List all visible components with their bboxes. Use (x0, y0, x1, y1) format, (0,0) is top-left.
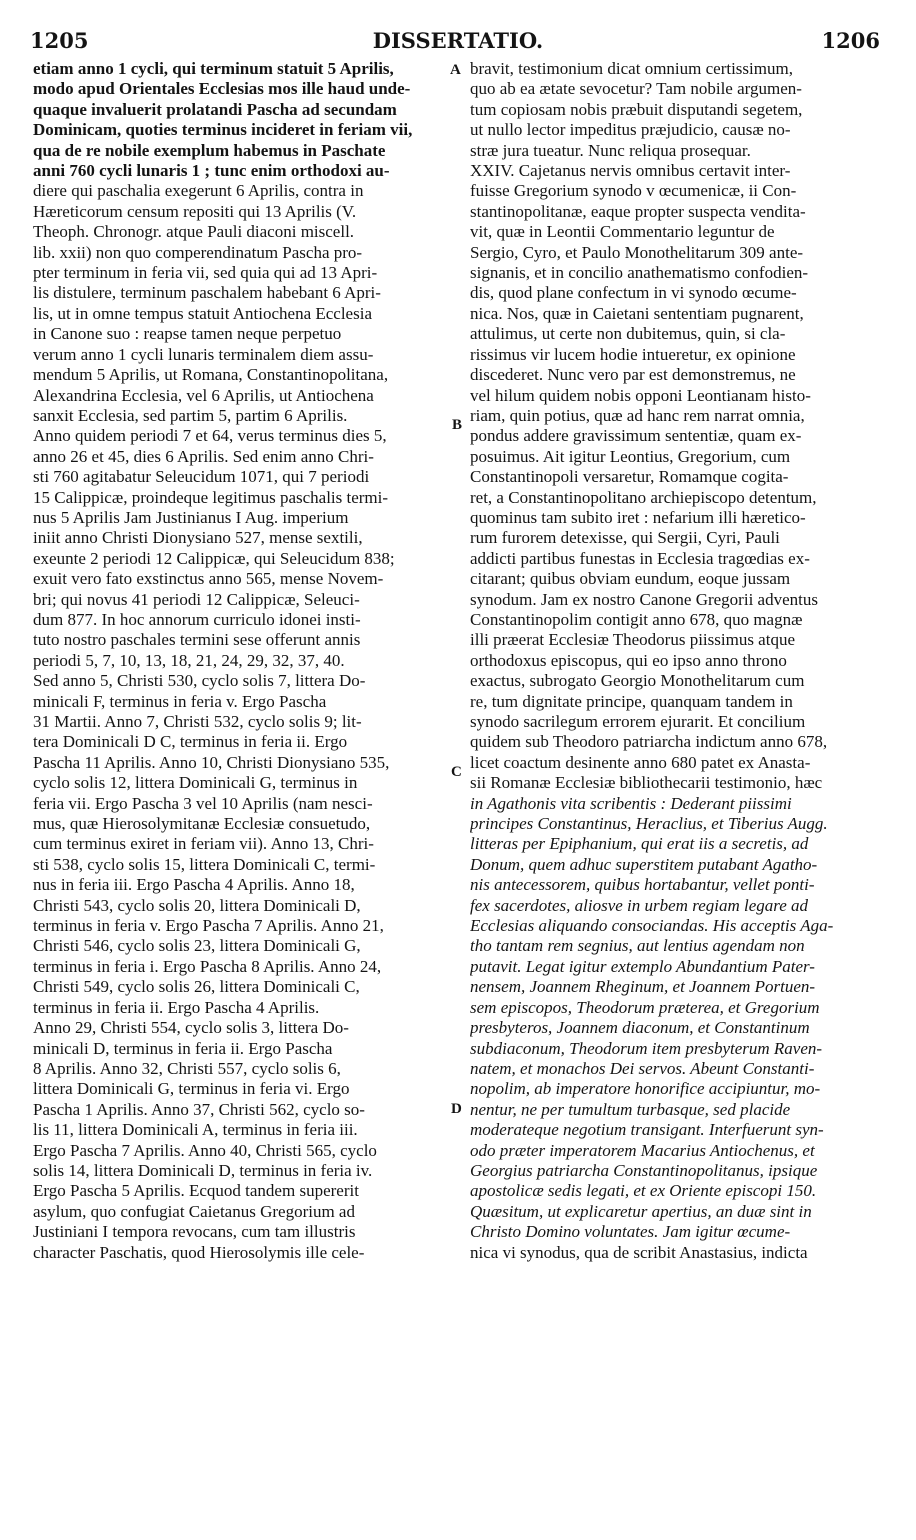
right-column-line: nis antecessorem, quibus hortabantur, vellet ponti- (470, 875, 815, 895)
left-column-line: sti 538, cyclo solis 15, littera Dominicali C, termi- (33, 854, 376, 874)
left-column-line: Pascha 11 Aprilis. Anno 10, Christi Dionysiano 535, (33, 752, 390, 772)
left-column-line: Ergo Pascha 7 Aprilis. Anno 40, Christi 565, cyclo (33, 1140, 377, 1160)
left-column-line: cum terminus exiret in feriam vii). Anno 13, Chri- (33, 834, 374, 854)
right-column-line: subdiaconum, Theodorum item presbyterum Raven- (470, 1038, 823, 1058)
margin-marker-d: D (451, 1101, 462, 1117)
right-column-line: fuisse Gregorium synodo v œcumenicæ, ii Con- (470, 181, 797, 201)
left-column-line: bri; qui novus 41 periodi 12 Calippicæ, Seleuci- (33, 589, 360, 609)
right-column-line: nentur, ne per tumultum turbasque, sed placide (470, 1099, 791, 1119)
right-column-line: XXIV. Cajetanus nervis omnibus certavit inter- (470, 161, 791, 181)
left-column-line: mus, quæ Hierosolymitanæ Ecclesiæ consuetudo, (33, 814, 371, 834)
left-column-line: lis distulere, terminum paschalem habebant 6 Apri- (33, 283, 381, 303)
right-column-line: licet coactum desinente anno 680 patet ex Anasta- (470, 752, 811, 772)
left-column-line: 15 Calippicæ, proindeque legitimus paschalis termi- (33, 487, 389, 507)
right-column-line: dis, quod plane confectum in vi synodo œcume- (470, 283, 797, 303)
right-column-line: Sergio, Cyro, et Paulo Monothelitarum 309 ante- (470, 242, 804, 262)
right-column-line: quo ab ea ætate sevocetur? Tam nobile argumen- (470, 79, 802, 99)
right-column-line: illi præerat Ecclesiæ Theodorus piissimus atque (470, 630, 795, 650)
right-column (470, 59, 888, 1263)
left-column-line: Christi 543, cyclo solis 20, littera Dominicali D, (33, 895, 361, 915)
left-column-line: minicali F, terminus in feria v. Ergo Pascha (33, 691, 327, 711)
margin-marker-b: B (452, 417, 463, 433)
left-column-line: exuit vero fato exstinctus anno 565, mense Novem- (33, 569, 384, 589)
right-column-line: pondus addere gravissimum sententiæ, quam ex- (470, 426, 802, 446)
left-column-line: character Paschatis, quod Hierosolymis ille cele- (33, 1242, 365, 1262)
right-column-line: in Agathonis vita scribentis : Dederant piissimi (470, 793, 792, 813)
left-column-line: lis 11, littera Dominicali A, terminus in feria iii. (33, 1120, 358, 1140)
left-column-line: asylum, quo confugiat Caietanus Gregorium ad (33, 1201, 355, 1221)
left-column-line: Sed anno 5, Christi 530, cyclo solis 7, littera Do- (33, 671, 366, 691)
left-column-line: terminus in feria v. Ergo Pascha 7 Aprilis. Anno 21, (33, 916, 384, 936)
left-column-line: verum anno 1 cycli lunaris terminalem diem assu- (33, 344, 374, 364)
right-column-line: nica vi synodus, qua de scribit Anastasius, indicta (470, 1242, 808, 1262)
left-column-line: Christi 546, cyclo solis 23, littera Dominicali G, (33, 936, 361, 956)
left-column-line: 8 Aprilis. Anno 32, Christi 557, cyclo solis 6, (33, 1058, 341, 1078)
left-column-line: Christi 549, cyclo solis 26, littera Dominicali C, (33, 977, 360, 997)
left-column-line: Hæreticorum censum repositi qui 13 Aprilis (V. (33, 201, 357, 221)
left-column-line: 31 Martii. Anno 7, Christi 532, cyclo solis 9; lit- (33, 712, 362, 731)
left-column-line: in Canone suo : reapse tamen neque perpetuo (33, 324, 342, 344)
right-column-line: addicti partibus funestas in Ecclesia tragœdias ex- (470, 548, 810, 568)
right-column-line: Constantinopolim contigit anno 678, quo magnæ (470, 609, 803, 629)
left-column-line: Pascha 1 Aprilis. Anno 37, Christi 562, cyclo so- (33, 1099, 365, 1119)
right-column-line: orthodoxus episcopus, qui eo ipso anno throno (470, 650, 787, 670)
left-column-line: Theoph. Chronogr. atque Pauli diaconi miscell. (33, 222, 355, 242)
right-column-line: Constantinopoli versaretur, Romamque cogita- (470, 467, 789, 487)
right-column-line: natem, et monachos Dei servos. Abeunt Constanti- (470, 1058, 815, 1078)
right-column-line: putavit. Legat igitur extemplo Abundantium Pater- (470, 956, 815, 976)
left-column-line: Justiniani I tempora revocans, cum tam illustris (33, 1222, 356, 1242)
left-column-line: solis 14, littera Dominicali D, terminus in feria iv. (33, 1160, 373, 1180)
left-column-line: lis, ut in omne tempus statuit Antiochena Ecclesia (33, 303, 372, 323)
left-column-line: qua de re nobile exemplum habemus in Paschate (33, 140, 386, 160)
left-column-line: mendum 5 Aprilis, ut Romana, Constantinopolitana, (33, 365, 389, 385)
margin-marker-a: A (450, 62, 461, 78)
right-column-line: rissimus vir lucem hodie intueretur, ex opinione (470, 344, 796, 364)
left-column-line: sti 760 agitabatur Seleucidum 1071, qui 7 periodi (33, 467, 370, 487)
right-column-line: stantinopolitanæ, eaque propter suspecta vendita- (470, 201, 806, 221)
right-column-line: moderateque negotium transigant. Interfuerunt syn- (470, 1120, 824, 1140)
right-column-line: signanis, et in concilio anathematismo confodien- (470, 263, 809, 283)
left-column-line: lib. xxii) non quo comperendinatum Pascha pro- (33, 242, 363, 262)
right-column-line: bravit, testimonium dicat omnium certissimum, (470, 59, 793, 78)
left-column-line: cyclo solis 12, littera Dominicali G, terminus in (33, 773, 358, 793)
right-column-line: sii Romanæ Ecclesiæ bibliothecarii testimonio, hæc (470, 773, 823, 793)
right-column-line: Ecclesias aliquando consociandas. His acceptis Aga- (470, 916, 834, 936)
right-column-line: tho tantam rem segnius, aut lentius agendam non (470, 936, 805, 956)
page-header (0, 0, 916, 64)
left-column-line: exeunte 2 periodi 12 Calippicæ, qui Seleucidum 838; (33, 548, 395, 568)
right-column-line: Georgius patriarcha Constantinopolitanus, ipsique (470, 1160, 818, 1180)
left-column-line: Dominicam, quoties terminus incideret in feriam vii, (33, 120, 413, 140)
left-column-line: quaque invaluerit prolatandi Pascha ad secundam (33, 99, 397, 119)
right-column-line: discederet. Nunc vero par est demonstremus, ne (470, 365, 796, 385)
right-column-line: synodum. Jam ex nostro Canone Gregorii adventus (470, 589, 818, 609)
left-column-line: anni 760 cycli lunaris 1 ; tunc enim orthodoxi au- (33, 161, 390, 181)
right-column-line: quidem sub Theodoro patriarcha indictum anno 678, (470, 732, 828, 752)
margin-marker-c: C (451, 764, 462, 780)
left-column-line: anno 26 et 45, dies 6 Aprilis. Sed enim anno Chri- (33, 446, 374, 466)
left-column-line: Anno 29, Christi 554, cyclo solis 3, littera Do- (33, 1018, 349, 1038)
page-number-left: 1205 (30, 28, 89, 53)
left-column-line: pter terminum in feria vii, sed quia qui ad 13 Apri- (33, 263, 378, 283)
right-column-line: sem episcopos, Theodorum præterea, et Gregorium (470, 997, 820, 1017)
left-column-line: terminus in feria i. Ergo Pascha 8 Aprilis. Anno 24, (33, 956, 382, 976)
right-column-line: synodo sacrilegum errorem ejurarit. Et concilium (470, 712, 806, 731)
left-column-line: feria vii. Ergo Pascha 3 vel 10 Aprilis (nam nesci- (33, 793, 373, 813)
left-column-line: diere qui paschalia exegerunt 6 Aprilis, contra in (33, 181, 364, 201)
left-column-line: dum 877. In hoc annorum curriculo idonei insti- (33, 609, 361, 629)
right-column-line: nica. Nos, quæ in Caietani sententiam pugnarent, (470, 303, 804, 323)
right-column-line: tum copiosam nobis præbuit disputandi segetem, (470, 99, 803, 119)
left-column-line: Anno quidem periodi 7 et 64, verus terminus dies 5, (33, 426, 387, 446)
left-column-line: periodi 5, 7, 10, 13, 18, 21, 24, 29, 32, 37, 40. (33, 650, 345, 670)
left-column-line: etiam anno 1 cycli, qui terminum statuit 5 Aprilis, (33, 59, 394, 78)
right-column-line: principes Constantinus, Heraclius, et Tiberius Augg. (470, 814, 828, 834)
right-column-line: re, tum dignitate principe, quanquam tandem in (470, 691, 793, 711)
left-column-line: minicali D, terminus in feria ii. Ergo Pascha (33, 1038, 333, 1058)
page-number-right: 1206 (821, 28, 880, 53)
left-column-line: iniit anno Christi Dionysiano 527, mense sextili, (33, 528, 363, 548)
right-column-line: ut nullo lector impeditus præjudicio, causæ no- (470, 120, 791, 140)
right-column-line: nopolim, ab imperatore honorifice accipiuntur, mo- (470, 1079, 821, 1099)
right-column-line: citarant; quibus obviam eundum, eoque jussam (470, 569, 791, 589)
right-column-line: Donum, quem adhuc superstitem putabant Agatho- (470, 854, 818, 874)
running-title: DISSERTATIO. (372, 28, 544, 53)
right-column-line: ret, a Constantinopolitano archiepiscopo detentum, (470, 487, 817, 507)
right-column-line: nensem, Joannem Rheginum, et Joannem Portuen- (470, 977, 816, 997)
right-column-line: Quæsitum, ut explicaretur apertius, an duæ sint in (470, 1201, 812, 1221)
right-column-line: posuimus. Ait igitur Leontius, Gregorium, cum (470, 446, 791, 466)
right-column-line: exactus, subrogato Georgio Monothelitarum cum (470, 671, 805, 691)
right-column-line: litteras per Epiphanium, qui erat iis a secretis, ad (470, 834, 809, 854)
right-column-line: odo præter imperatorem Macarius Antiochenus, et (470, 1140, 815, 1160)
left-column-line: nus in feria iii. Ergo Pascha 4 Aprilis. Anno 18, (33, 875, 355, 895)
right-column-line: stræ jura tueatur. Nunc reliqua prosequar. (470, 140, 751, 160)
left-column-line: tuto nostro paschales termini sese offerunt annis (33, 630, 361, 650)
right-column-line: apostolicæ sedis legati, et ex Oriente episcopi 150. (470, 1181, 817, 1201)
right-column-line: vel hilum quidem nobis opponi Leontianam histo- (470, 385, 811, 405)
left-column-line: Ergo Pascha 5 Aprilis. Ecquod tandem supererit (33, 1181, 359, 1201)
left-column-line: littera Dominicali G, terminus in feria vi. Ergo (33, 1079, 350, 1099)
right-column-line: fex sacerdotes, aliosve in urbem regiam legare ad (470, 895, 809, 915)
right-column-line: riam, quin potius, quæ ad hanc rem narrat omnia, (470, 405, 805, 425)
left-column-line: Alexandrina Ecclesia, vel 6 Aprilis, ut Antiochena (33, 385, 374, 405)
right-column-line: attulimus, ut certe non dubitemus, quin, si cla- (470, 324, 786, 344)
right-column-line: Christo Domino voluntates. Jam igitur œcume- (470, 1222, 791, 1242)
right-column-line: presbyteros, Joannem diaconum, et Constantinum (470, 1018, 810, 1038)
left-column-line: modo apud Orientales Ecclesias mos ille haud unde- (33, 79, 411, 99)
left-column-line: sanxit Ecclesia, sed partim 5, partim 6 Aprilis. (33, 405, 348, 425)
left-column-line: terminus in feria ii. Ergo Pascha 4 Aprilis. (33, 997, 320, 1017)
right-column-line: vit, quæ in Leontii Commentario leguntur de (470, 222, 775, 242)
left-column-line: tera Dominicali D C, terminus in feria ii. Ergo (33, 732, 348, 752)
left-column-line: nus 5 Aprilis Jam Justinianus I Aug. imperium (33, 507, 349, 527)
left-column (33, 59, 451, 1263)
right-column-line: rum furorem detexisse, qui Sergii, Cyri, Pauli (470, 528, 780, 548)
right-column-line: quominus tam subito iret : nefarium illi hæretico- (470, 507, 806, 527)
